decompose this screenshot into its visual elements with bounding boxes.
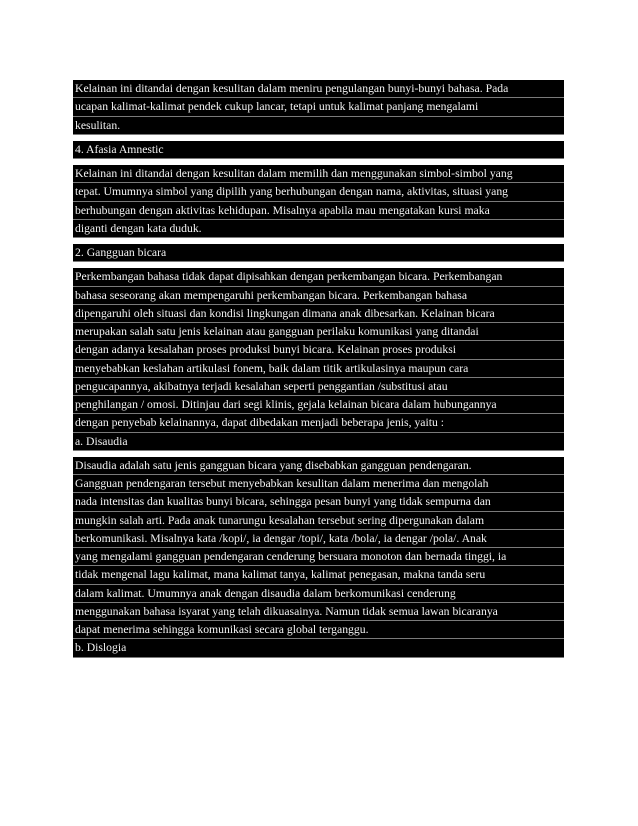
text-line: yang mengalami gangguan pendengaran cenderung bersuara monoton dan bernada tinggi, ia <box>73 548 564 566</box>
text-line: pengucapannya, akibatnya terjadi kesalahan seperti penggantian /substitusi atau <box>73 378 564 396</box>
text-line: b. Dislogia <box>73 639 564 657</box>
document-text-block <box>73 80 564 658</box>
text-line: berkomunikasi. Misalnya kata /kopi/, ia dengar /topi/, kata /bola/, ia dengar /pola/. Anak <box>73 530 564 548</box>
text-line: penghilangan / omosi. Ditinjau dari segi klinis, gejala kelainan bicara dalam hubungannya <box>73 396 564 414</box>
text-line: tidak mengenal lagu kalimat, mana kalimat tanya, kalimat penegasan, makna tanda seru <box>73 566 564 584</box>
text-line: dipengaruhi oleh situasi dan kondisi lingkungan dimana anak dibesarkan. Kelainan bicara <box>73 305 564 323</box>
text-line: merupakan salah satu jenis kelainan atau gangguan perilaku komunikasi yang ditandai <box>73 323 564 341</box>
text-line: menggunakan bahasa isyarat yang telah dikuasainya. Namun tidak semua lawan bicaranya <box>73 603 564 621</box>
text-line: Disaudia adalah satu jenis gangguan bicara yang disebabkan gangguan pendengaran. <box>73 457 564 475</box>
text-line: Perkembangan bahasa tidak dapat dipisahkan dengan perkembangan bicara. Perkembangan <box>73 268 564 286</box>
text-line: berhubungan dengan aktivitas kehidupan. Misalnya apabila mau mengatakan kursi maka <box>73 202 564 220</box>
text-line: dengan adanya kesalahan proses produksi bunyi bicara. Kelainan proses produksi <box>73 341 564 359</box>
text-line: mungkin salah arti. Pada anak tunarungu kesalahan tersebut sering dipergunakan dalam <box>73 512 564 530</box>
text-line: dapat menerima sehingga komunikasi secara global terganggu. <box>73 621 564 639</box>
text-line: Kelainan ini ditandai dengan kesulitan dalam meniru pengulangan bunyi-bunyi bahasa. Pada <box>73 80 564 98</box>
text-line: tepat. Umumnya simbol yang dipilih yang berhubungan dengan nama, aktivitas, situasi yang <box>73 183 564 201</box>
text-line: kesulitan. <box>73 117 564 135</box>
text-line: diganti dengan kata duduk. <box>73 220 564 238</box>
text-line: a. Disaudia <box>73 433 564 451</box>
text-line: nada intensitas dan kualitas bunyi bicara, sehingga pesan bunyi yang tidak sempurna dan <box>73 493 564 511</box>
text-line: dalam kalimat. Umumnya anak dengan disaudia dalam berkomunikasi cenderung <box>73 585 564 603</box>
text-line: 2. Gangguan bicara <box>73 244 564 262</box>
text-line: Gangguan pendengaran tersebut menyebabkan kesulitan dalam menerima dan mengolah <box>73 475 564 493</box>
text-line: Kelainan ini ditandai dengan kesulitan dalam memilih dan menggunakan simbol-simbol yang <box>73 165 564 183</box>
text-line: ucapan kalimat-kalimat pendek cukup lancar, tetapi untuk kalimat panjang mengalami <box>73 98 564 116</box>
text-line: bahasa seseorang akan mempengaruhi perkembangan bicara. Perkembangan bahasa <box>73 287 564 305</box>
text-line: dengan penyebab kelainannya, dapat dibedakan menjadi beberapa jenis, yaitu : <box>73 414 564 432</box>
text-line: menyebabkan keslahan artikulasi fonem, baik dalam titik artikulasinya maupun cara <box>73 360 564 378</box>
text-line: 4. Afasia Amnestic <box>73 141 564 159</box>
